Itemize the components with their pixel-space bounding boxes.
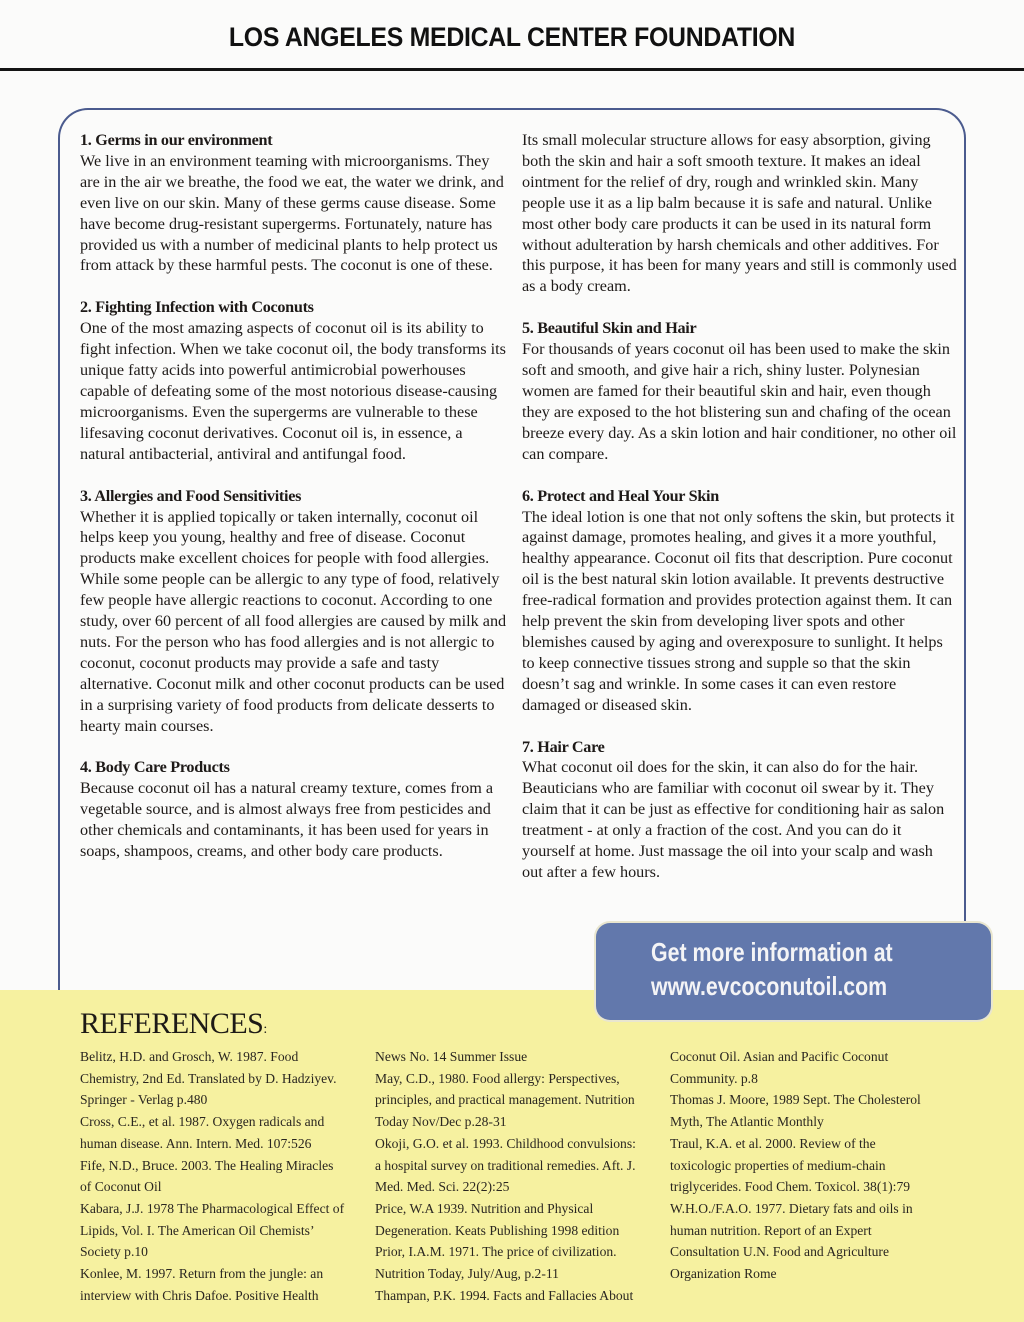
section-germs [80,130,510,276]
section-body: Its small molecular structure allows for easy absorption, giving both the skin and hair a soft smooth texture. It makes an ideal ointment for the relief of dry, rough and wrinkled skin. Many people use it as a lip balm because it is safe and natural. Unlike most other body care products it can be used in its natural form without adulteration by harsh chemicals and other additives. For this purpose, it has been for many years and still is commonly used as a body cream. [522,131,957,296]
reference-line: Okoji, G.O. et al. 1993. Childhood convulsions: [375,1135,636,1151]
reference-line: Thampan, P.K. 1994. Facts and Fallacies About [375,1287,634,1303]
reference-line: human disease. Ann. Intern. Med. 107:526 [80,1135,312,1151]
reference-line: a hospital survey on traditional remedies. Aft. J. [375,1157,636,1173]
section-body: What coconut oil does for the skin, it can also do for the hair. Beauticians who are familiar with coconut oil swear by it. They claim that it can be just as effective for conditioning hair as salon treatment - at only a fraction of the cost. And you can do it yourself at home. Just massage the oil into your scalp and wash out after a few hours. [522,758,945,881]
reference-line: Degeneration. Keats Publishing 1998 edition [375,1222,620,1238]
header-divider [0,68,1024,71]
references-column-3 [670,1046,960,1285]
info-callout[interactable] [596,923,991,1020]
references-title: REFERENCES [80,1007,264,1040]
reference-line: toxicologic properties of medium-chain [670,1157,886,1173]
section-body: We live in an environment teaming with microorganisms. They are in the air we breathe, the food we eat, the water we drink, and even live on our skin. Many of these germs cause disease. Some have become drug-resistant supergerms. Fortunately, nature has provided us with a number of medicinal plants to help protect us from attack by these harmful pests. The coconut is one of these. [80,151,504,275]
reference-line: Kabara, J.J. 1978 The Pharmacological Effect of [80,1200,345,1216]
section-body: One of the most amazing aspects of coconut oil is its ability to fight infection. When we take coconut oil, the body transforms its unique fatty acids into powerful antimicrobial powerhouses capable of defeating some of the most notorious disease-causing microorganisms. Even the supergerms are vulnerable to these lifesaving coconut derivatives. Coconut oil is, in essence, a natural antibacterial, antiviral and antifungal food. [80,319,506,463]
left-column [80,130,510,883]
reference-line: Chemistry, 2nd Ed. Translated by D. Hadziyev. [80,1070,337,1086]
reference-line: Organization Rome [670,1266,777,1282]
reference-line: Konlee, M. 1997. Return from the jungle: an [80,1266,324,1282]
section-heading: 1. Germs in our environment [80,131,273,149]
reference-line: Society p.10 [80,1244,148,1260]
website-link[interactable]: www.evcoconutoil.com [651,971,888,1001]
reference-line: interview with Chris Dafoe. Positive Health [80,1287,319,1303]
reference-line: Myth, The Atlantic Monthly [670,1114,824,1130]
section-body: Because coconut oil has a natural creamy texture, comes from a vegetable source, and is almost always free from pesticides and other chemicals and contaminants, it has been used for years in soaps, shampoos, creams, and other body care products. [80,779,494,861]
references-column-1 [80,1046,365,1306]
section-heading: 6. Protect and Heal Your Skin [522,486,719,505]
reference-line: W.H.O./F.A.O. 1977. Dietary fats and oils in [670,1200,913,1216]
reference-line: Cross, C.E., et al. 1987. Oxygen radicals and [80,1114,325,1130]
reference-line: Lipids, Vol. I. The American Oil Chemists’ [80,1222,315,1238]
reference-line: Nutrition Today, July/Aug, p.2-11 [375,1266,559,1282]
references-column-2 [375,1046,660,1306]
reference-line: Price, W.A 1939. Nutrition and Physical [375,1200,594,1216]
section-body: For thousands of years coconut oil has been used to make the skin soft and smooth, and give hair a rich, shiny luster. Polynesian women are famed for their beautiful skin and hair, even though they are exposed to the hot blistering sun and chafing of the ocean breeze every day. As a skin lotion and hair conditioner, no other oil can compare. [522,340,957,463]
section-body-care-continued [522,130,957,297]
section-heading: 4. Body Care Products [80,758,230,777]
reference-line: Med. Med. Sci. 22(2):25 [375,1179,510,1195]
reference-line: Fife, N.D., Bruce. 2003. The Healing Miracles [80,1157,334,1173]
section-heading: 2. Fighting Infection with Coconuts [80,298,314,317]
reference-line: Community. p.8 [670,1070,758,1086]
reference-line: News No. 14 Summer Issue [375,1049,528,1064]
reference-line: Coconut Oil. Asian and Pacific Coconut [670,1049,889,1064]
page-title: LOS ANGELES MEDICAL CENTER FOUNDATION [228,22,796,52]
section-protect-skin [522,486,957,716]
callout-text: Get more information at [651,937,893,967]
section-skin-hair [522,318,957,464]
reference-line: principles, and practical management. Nutrition [375,1092,635,1108]
reference-line: Thomas J. Moore, 1989 Sept. The Cholesterol [670,1092,921,1108]
references-heading [80,1007,267,1041]
references-colon: : [263,1022,267,1037]
reference-line: May, C.D., 1980. Food allergy: Perspectives, [375,1070,620,1086]
right-column [522,130,957,904]
section-heading: 5. Beautiful Skin and Hair [522,319,697,338]
reference-line: Consultation U.N. Food and Agriculture [670,1244,889,1260]
reference-line: triglycerides. Food Chem. Toxicol. 38(1):79 [670,1179,911,1195]
reference-line: Springer - Verlag p.480 [80,1092,208,1108]
reference-line: Belitz, H.D. and Grosch, W. 1987. Food [80,1049,299,1064]
reference-line: Traul, K.A. et al. 2000. Review of the [670,1135,876,1151]
section-fighting-infection [80,297,510,464]
section-heading: 7. Hair Care [522,737,605,756]
section-hair-care [522,737,957,883]
section-body: The ideal lotion is one that not only softens the skin, but protects it against damage, promotes healing, and gives it a more youthful, healthy appearance. Coconut oil fits that description. Pure coconut oil is the best natural skin lotion available. It prevents destructive free-radical formation and provides protection against them. It can help prevent the skin from developing liver spots and other blemishes caused by aging and overexposure to sunlight. It helps to keep connective tissues strong and supple so that the skin doesn’t sag and wrinkle. In some cases it can even restore damaged or diseased skin. [522,507,955,714]
reference-line: Today Nov/Dec p.28-31 [375,1114,507,1130]
section-body: Whether it is applied topically or taken internally, coconut oil helps keep you young, healthy and free of disease. Coconut products make excellent choices for people with food allergies. While some people can be allergic to any type of food, relatively few people have allergic reactions to coconut. According to one study, over 60 percent of all food allergies are caused by milk and nuts. For the person who has food allergies and is not allergic to coconut, coconut products may provide a safe and tasty alternative. Coconut milk and other coconut products can be used in a surprising variety of food products from delicate desserts to hearty main courses. [80,507,507,735]
reference-line: of Coconut Oil [80,1179,162,1195]
reference-line: human nutrition. Report of an Expert [670,1222,872,1238]
reference-line: Prior, I.A.M. 1971. The price of civilization. [375,1244,617,1260]
section-allergies [80,486,510,737]
section-body-care [80,757,510,862]
section-heading: 3. Allergies and Food Sensitivities [80,486,302,505]
